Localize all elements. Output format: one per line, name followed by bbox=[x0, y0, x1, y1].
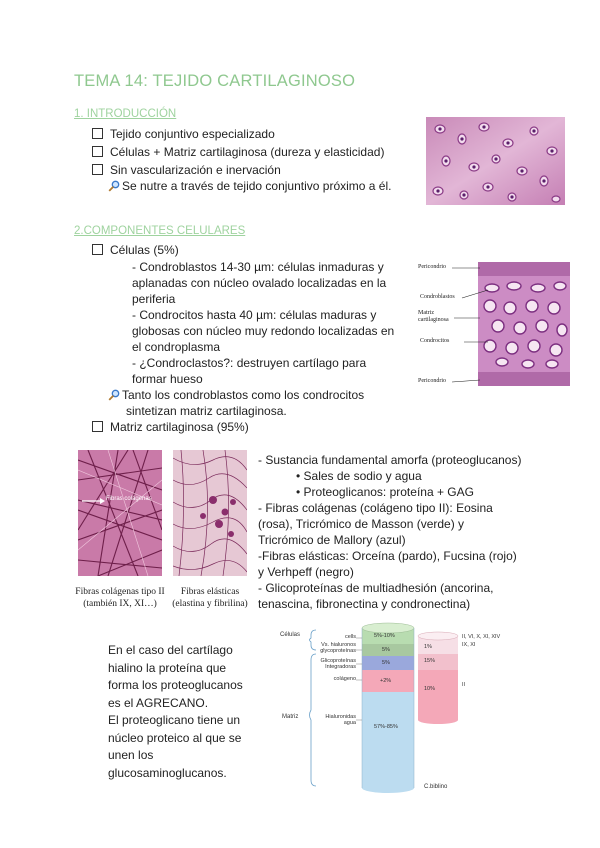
text-line: Tricrómico de Mallory (azul) bbox=[258, 533, 406, 547]
page-title: TEMA 14: TEJIDO CARTILAGINOSO bbox=[74, 72, 356, 90]
section-heading-componentes: 2.COMPONENTES CELULARES bbox=[74, 225, 246, 237]
text-line: el condroplasma bbox=[132, 340, 221, 354]
checkbox-icon bbox=[92, 164, 103, 175]
value-second-1: 1% bbox=[424, 644, 432, 650]
list-item: Sin vascularización e inervación bbox=[92, 162, 281, 178]
label-fibras-colagenas: Fibras colágenas bbox=[106, 496, 152, 502]
list-item: Células + Matriz cartilaginosa (dureza y elasticidad) bbox=[92, 144, 384, 160]
note-synthesis: Tanto los condroblastos como los condrocitos bbox=[108, 387, 364, 403]
collagen-fibers-photo bbox=[78, 450, 162, 576]
checkbox-icon bbox=[92, 421, 103, 432]
composition-diagram bbox=[278, 620, 501, 800]
text-line: • Sales de sodio y agua bbox=[296, 469, 422, 483]
label-condroblastos: Condroblastos bbox=[420, 294, 455, 300]
pointer-lines bbox=[418, 262, 570, 390]
text-line: - Condroblastos 14-30 µm: células inmaduras y bbox=[132, 260, 384, 274]
text-line: formar hueso bbox=[132, 372, 203, 386]
value-glyco: 5% bbox=[382, 660, 390, 666]
text-line: aplanadas con núcleo ovalado localizadas en la bbox=[132, 276, 387, 290]
text-line: y Verhpeff (negro) bbox=[258, 565, 354, 579]
label-condrocitos: Condrocitos bbox=[420, 338, 450, 344]
diagram-label-matriz: Matriz bbox=[282, 714, 299, 720]
segment-label-cells: cells bbox=[344, 634, 356, 640]
histology-figure bbox=[418, 262, 570, 390]
text-line: • Proteoglicanos: proteína + GAG bbox=[296, 485, 474, 499]
segment-label-water: Hialuronidas agua bbox=[325, 714, 356, 726]
value-hyaluronan: 5% bbox=[382, 647, 390, 653]
list-item: Tejido conjuntivo especializado bbox=[92, 126, 275, 142]
text-line: -Fibras elásticas: Orceína (pardo), Fucsina (rojo) bbox=[258, 549, 517, 563]
text-line: (rosa), Tricrómico de Masson (verde) y bbox=[258, 517, 465, 531]
magnifier-icon bbox=[108, 180, 120, 192]
segment-label-hyaluronan: Vs. hialuronos glycoproteínas bbox=[320, 642, 356, 654]
value-collagen: +2% bbox=[380, 678, 392, 684]
checkbox-icon bbox=[92, 128, 103, 139]
text-line: sintetizan matriz cartilaginosa. bbox=[126, 404, 287, 418]
list-item: Matriz cartilaginosa (95%) bbox=[92, 419, 249, 435]
text-line: - Condrocitos hasta 40 µm: células maduras y bbox=[132, 308, 377, 322]
value-second-2: 15% bbox=[424, 658, 436, 664]
value-water: 57%-85% bbox=[374, 724, 398, 730]
section-heading-intro: 1. INTRODUCCIÓN bbox=[74, 108, 177, 120]
label-matriz: Matriz cartilaginosa bbox=[418, 310, 449, 323]
note-nutrition: Se nutre a través de tejido conjuntivo próximo a él. bbox=[108, 178, 391, 194]
segment-label-glyco: Glicoproteínas Integradoras bbox=[320, 658, 356, 670]
value-cells: 5%-10% bbox=[374, 633, 395, 639]
text-line: - Glicoproteínas de multiadhesión (ancorina, bbox=[258, 581, 494, 595]
label-pericondrio-top: Pericondrio bbox=[418, 264, 446, 270]
list-item: Células (5%) bbox=[92, 242, 179, 258]
diagram-credit: C.biblino bbox=[424, 784, 448, 790]
checkbox-icon bbox=[92, 244, 103, 255]
hyaline-cartilage-photo bbox=[426, 117, 565, 205]
agrecano-paragraph: En el caso del cartílago hialino la proteína que forma los proteoglucanos es el AGRECANO. El proteoglicano tiene un núcleo proteico al que se unen los glucosaminoglucanos. bbox=[108, 643, 243, 780]
checkbox-icon bbox=[92, 146, 103, 157]
text-line: periferia bbox=[132, 292, 176, 306]
segment-label-collagen: colágeno bbox=[333, 676, 356, 682]
label-pericondrio-bottom: Pericondrio bbox=[418, 378, 446, 384]
caption-collagen: Fibras colágenas tipo II (también IX, XI…) bbox=[75, 587, 165, 609]
caption-elastic: Fibras elásticas (elastina y fibrilina) bbox=[172, 587, 248, 609]
text-line: globosas con núcleo muy redondo localizadas en bbox=[132, 324, 395, 338]
value-second-3: 10% bbox=[424, 686, 436, 692]
text-line: tenascina, fibronectina y condronectina) bbox=[258, 597, 471, 611]
elastic-fibers-photo bbox=[173, 450, 247, 576]
collagen-type-label-2: IX, XI bbox=[462, 642, 476, 648]
collagen-type-label-1: II, VI, X, XI, XIV bbox=[462, 634, 501, 640]
text-line: - Sustancia fundamental amorfa (proteoglucanos) bbox=[258, 453, 522, 467]
magnifier-icon bbox=[108, 389, 120, 401]
text-line: - Fibras colágenas (colágeno tipo II): Eosina bbox=[258, 501, 493, 515]
diagram-label-celulas: Células bbox=[280, 632, 301, 638]
text-line: - ¿Condroclastos?: destruyen cartílago para bbox=[132, 356, 367, 370]
cylinder-diagram bbox=[278, 620, 478, 800]
collagen-type-label-3: II bbox=[462, 682, 466, 688]
